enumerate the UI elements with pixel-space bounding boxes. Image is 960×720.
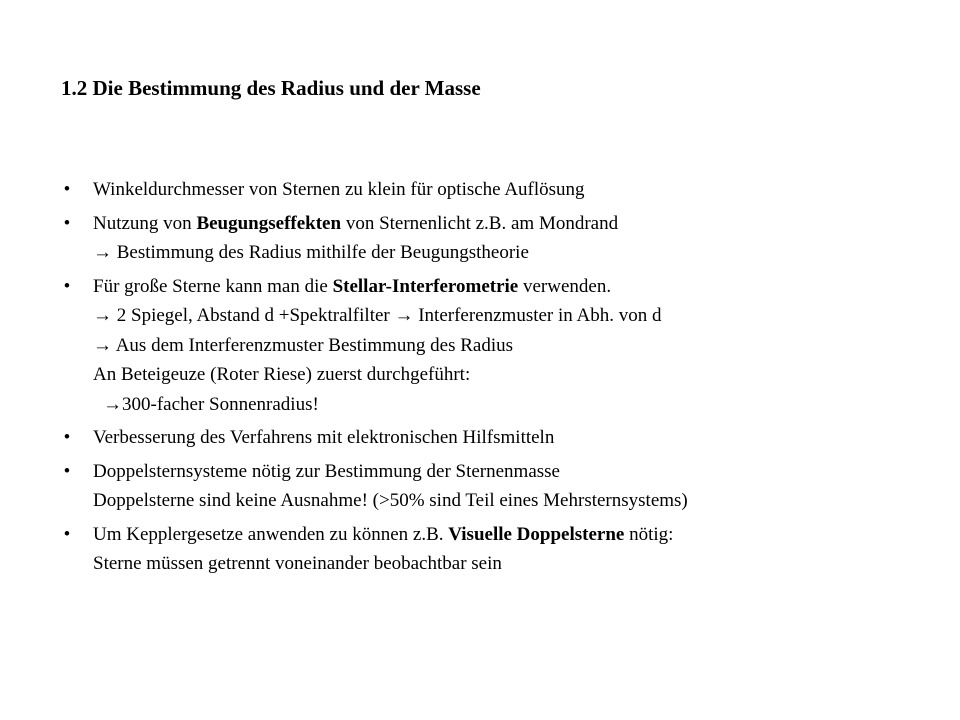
text-run: nötig: [624,523,674,545]
bullet-text: Verbesserung des Verfahrens mit elektronischen Hilfsmitteln [93,427,555,448]
list-item [61,272,921,420]
bullet-text: Doppelsternsysteme nötig zur Bestimmung der Sternenmasse [93,460,560,482]
bullet-text [93,520,921,550]
text-run: verwenden. [518,275,612,297]
list-item [61,175,921,205]
bullet-subline: An Beteigeuze (Roter Riese) zuerst durchgeführt: [93,364,471,385]
list-item [61,209,921,268]
bullet-subline: Doppelsterne sind keine Ausnahme! (>50% sind Teil eines Mehrsternsystems) [93,490,688,511]
bullet-icon: • [63,460,71,482]
bullet-text [93,272,921,302]
bold-term: Visuelle Doppelsterne [448,523,625,545]
bullet-subline: → Bestimmung des Radius mithilfe der Beugungstheorie [93,242,529,263]
bold-term: Beugungseffekten [196,212,342,234]
bullet-text [93,209,921,239]
text-run: Für große Sterne kann man die [93,275,333,297]
bold-term: Stellar-Interferometrie [332,275,519,297]
page-title: 1.2 Die Bestimmung des Radius und der Masse [61,76,481,100]
bullet-icon: • [63,179,71,200]
bullet-subline: →300-facher Sonnenradius! [103,393,319,415]
text-run: Um Kepplergesetze anwenden zu können z.B. [93,523,449,545]
bullet-icon: • [63,523,71,545]
bullet-text: Winkeldurchmesser von Sternen zu klein für optische Auflösung [93,179,585,200]
list-item [61,423,921,453]
bullet-subline: → 2 Spiegel, Abstand d +Spektralfilter → Interferenzmuster in Abh. von d [93,305,662,326]
text-run: Nutzung von [93,212,197,234]
bullet-list [61,175,921,579]
bullet-icon: • [63,212,71,234]
text-run: von Sternenlicht z.B. am Mondrand [341,212,619,234]
list-item [61,457,921,516]
bullet-subline: → Aus dem Interferenzmuster Bestimmung des Radius [93,334,514,356]
list-item [61,520,921,579]
bullet-icon: • [63,275,71,297]
bullet-subline: Sterne müssen getrennt voneinander beobachtbar sein [93,553,502,574]
bullet-icon: • [63,427,71,448]
